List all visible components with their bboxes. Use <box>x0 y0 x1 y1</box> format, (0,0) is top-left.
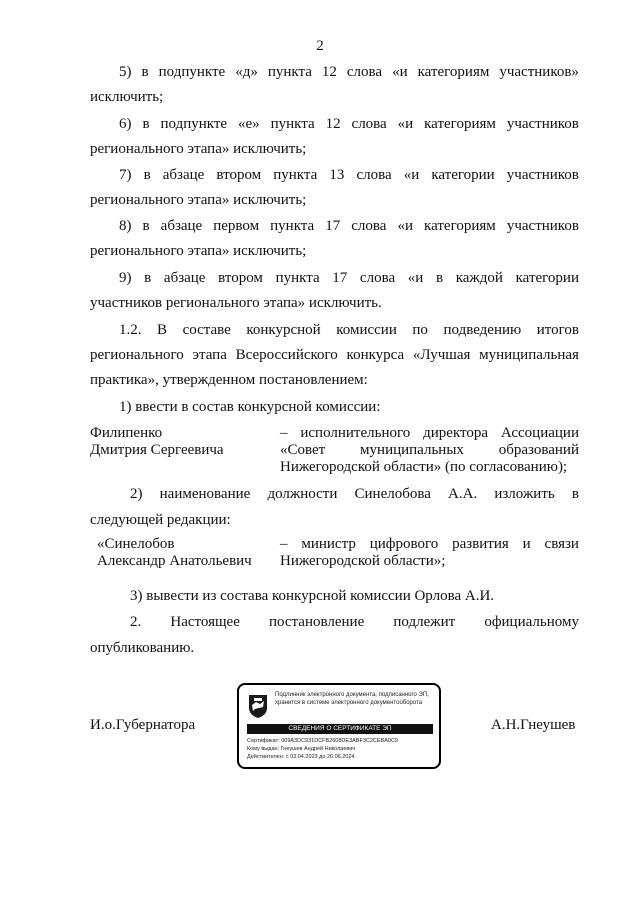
word: 7) <box>119 167 132 183</box>
sub-item-2-line-2: следующей редакции: <box>90 512 231 528</box>
item-9-line-2: участников регионального этапа» исключить. <box>90 295 382 311</box>
section-1-2-line-3: практика», утвержденном постановлением: <box>90 372 368 388</box>
word: втором <box>216 167 262 183</box>
word: 17 <box>332 270 348 286</box>
word: итогов <box>536 322 579 338</box>
stamp-header: Подлинник электронного документа, подписанного ЭП, хранится в системе электронного документооборота <box>275 692 429 706</box>
sub-item-3: 3) вывести из состава конкурсной комиссии Орлова А.И. <box>130 588 495 604</box>
word: Настоящее <box>170 614 240 630</box>
word: в <box>142 116 150 132</box>
word: абзаце <box>162 167 205 183</box>
word: слова <box>356 167 392 183</box>
word: пункта <box>270 116 315 132</box>
word: категориям <box>424 116 496 132</box>
word: наименование <box>159 486 251 502</box>
word: «д» <box>235 64 258 80</box>
word: конкурса <box>346 347 405 363</box>
word: участников <box>506 116 579 132</box>
word: развития <box>452 536 509 552</box>
word: по <box>412 322 428 338</box>
word: – <box>280 425 288 441</box>
member-1-desc-line-2 <box>280 442 579 459</box>
section-1-2-line-2 <box>90 345 579 365</box>
section-1-2-line-1 <box>119 320 579 340</box>
word: «и <box>403 167 420 183</box>
word: слова <box>351 218 387 234</box>
word: «и <box>407 270 424 286</box>
word: конкурсной <box>246 322 321 338</box>
item-6-line-2: регионального этапа» исключить; <box>90 141 307 157</box>
word: пункта <box>275 270 320 286</box>
word: 2. <box>130 614 142 630</box>
word: официальному <box>484 614 579 630</box>
word: первом <box>213 218 260 234</box>
word: постановление <box>269 614 365 630</box>
word: абзаце <box>160 218 203 234</box>
word: «Лучшая <box>412 347 471 363</box>
member-2-surname: «Синелобов <box>97 536 175 552</box>
word: участников <box>506 218 579 234</box>
member-1-surname: Филипенко <box>90 425 163 441</box>
word: пункта <box>267 64 312 80</box>
member-2-desc-line-2: Нижегородской области»; <box>280 553 446 569</box>
word: подпункте <box>160 116 228 132</box>
word: исполнительного <box>300 425 411 441</box>
word: директора <box>423 425 489 441</box>
word: – <box>280 536 288 552</box>
member-1-name <box>90 425 260 459</box>
item-8-line-2: регионального этапа» исключить; <box>90 243 307 259</box>
word: пункта <box>273 167 318 183</box>
sub-item-1: 1) ввести в состав конкурсной комиссии: <box>119 399 381 415</box>
electronic-signature-stamp <box>237 683 441 769</box>
signatory-position: И.о.Губернатора <box>90 717 196 733</box>
word: слова <box>346 64 383 80</box>
word: 8) <box>119 218 132 234</box>
stamp-certificate: Сертификат: 009A3DC931DCFB2608DE3ABF3C2CEBA0C9 <box>247 738 398 744</box>
word: в <box>435 270 444 286</box>
word: в <box>141 64 149 80</box>
word: и <box>522 536 531 552</box>
word: «Совет <box>280 442 326 458</box>
word: в <box>142 218 150 234</box>
word: Всероссийского <box>235 347 338 363</box>
item-7-line-2: регионального этапа» исключить; <box>90 192 307 208</box>
paragraph-2-line-2: опубликованию. <box>90 640 195 656</box>
stamp-owner: Кому выдан: Гнеушев Андрей Николаевич <box>247 746 356 752</box>
item-5-line-2: исключить; <box>90 89 164 105</box>
word: муниципальная <box>479 347 579 363</box>
word: 12 <box>321 64 337 80</box>
word: 13 <box>329 167 345 183</box>
word: категориям <box>417 64 490 80</box>
word: комиссии <box>336 322 397 338</box>
member-1-given-names: Дмитрия Сергеевича <box>90 442 224 458</box>
member-1-desc-line-3: Нижегородской области» (по согласованию); <box>280 459 568 475</box>
word: «и <box>397 218 414 234</box>
member-2-name <box>97 536 267 570</box>
word: в <box>144 270 152 286</box>
word: участников» <box>499 64 579 80</box>
word: регионального <box>90 347 184 363</box>
member-1-description <box>280 425 579 476</box>
word: пункта <box>270 218 315 234</box>
word: составе <box>182 322 231 338</box>
word: «и <box>397 116 414 132</box>
word: 9) <box>119 270 132 286</box>
word: Ассоциации <box>500 425 579 441</box>
member-2-description <box>280 536 579 570</box>
item-5-line-1 <box>119 62 579 82</box>
word: категории <box>431 167 495 183</box>
word: 5) <box>119 64 132 80</box>
word: подведению <box>443 322 522 338</box>
word: А.А. <box>448 486 478 502</box>
member-2-desc-line-1 <box>280 536 579 553</box>
word: слова <box>359 270 396 286</box>
word: подлежит <box>393 614 456 630</box>
member-1-desc-line-1 <box>280 425 579 442</box>
page-number: 2 <box>316 38 324 54</box>
word: 17 <box>325 218 341 234</box>
word: образований <box>498 442 579 458</box>
word: 1.2. <box>119 322 142 338</box>
word: этапа <box>192 347 227 363</box>
word: 12 <box>325 116 341 132</box>
word: категории <box>515 270 579 286</box>
word: в <box>571 486 579 502</box>
word: изложить <box>494 486 555 502</box>
member-2-given-names: Александр Анатольевич <box>97 553 252 569</box>
word: муниципальных <box>360 442 464 458</box>
word: 6) <box>119 116 132 132</box>
word: в <box>143 167 151 183</box>
word: участников <box>506 167 579 183</box>
word: категориям <box>424 218 496 234</box>
word: «и <box>392 64 408 80</box>
word: связи <box>544 536 579 552</box>
item-7-line-1 <box>119 165 579 185</box>
signatory-name: А.Н.Гнеушев <box>491 717 576 733</box>
word: втором <box>218 270 263 286</box>
word: абзаце <box>163 270 206 286</box>
item-8-line-1 <box>119 216 579 236</box>
word: В <box>157 322 168 338</box>
word: подпункте <box>158 64 226 80</box>
word: министр <box>301 536 356 552</box>
word: «е» <box>238 116 260 132</box>
paragraph-2-line-1 <box>130 612 579 632</box>
stamp-validity: Действителен: с 03.04.2023 до 26.06.2024 <box>247 754 355 760</box>
item-9-line-1 <box>119 268 579 288</box>
word: Синелобова <box>354 486 431 502</box>
word: 2) <box>130 486 143 502</box>
word: слова <box>351 116 387 132</box>
coat-of-arms-icon <box>247 693 269 719</box>
word: должности <box>267 486 338 502</box>
item-6-line-1 <box>119 114 579 134</box>
word: каждой <box>455 270 503 286</box>
word: цифрового <box>369 536 439 552</box>
stamp-title: СВЕДЕНИЯ О СЕРТИФИКАТЕ ЭП <box>247 724 433 734</box>
sub-item-2-line-1 <box>130 484 579 504</box>
